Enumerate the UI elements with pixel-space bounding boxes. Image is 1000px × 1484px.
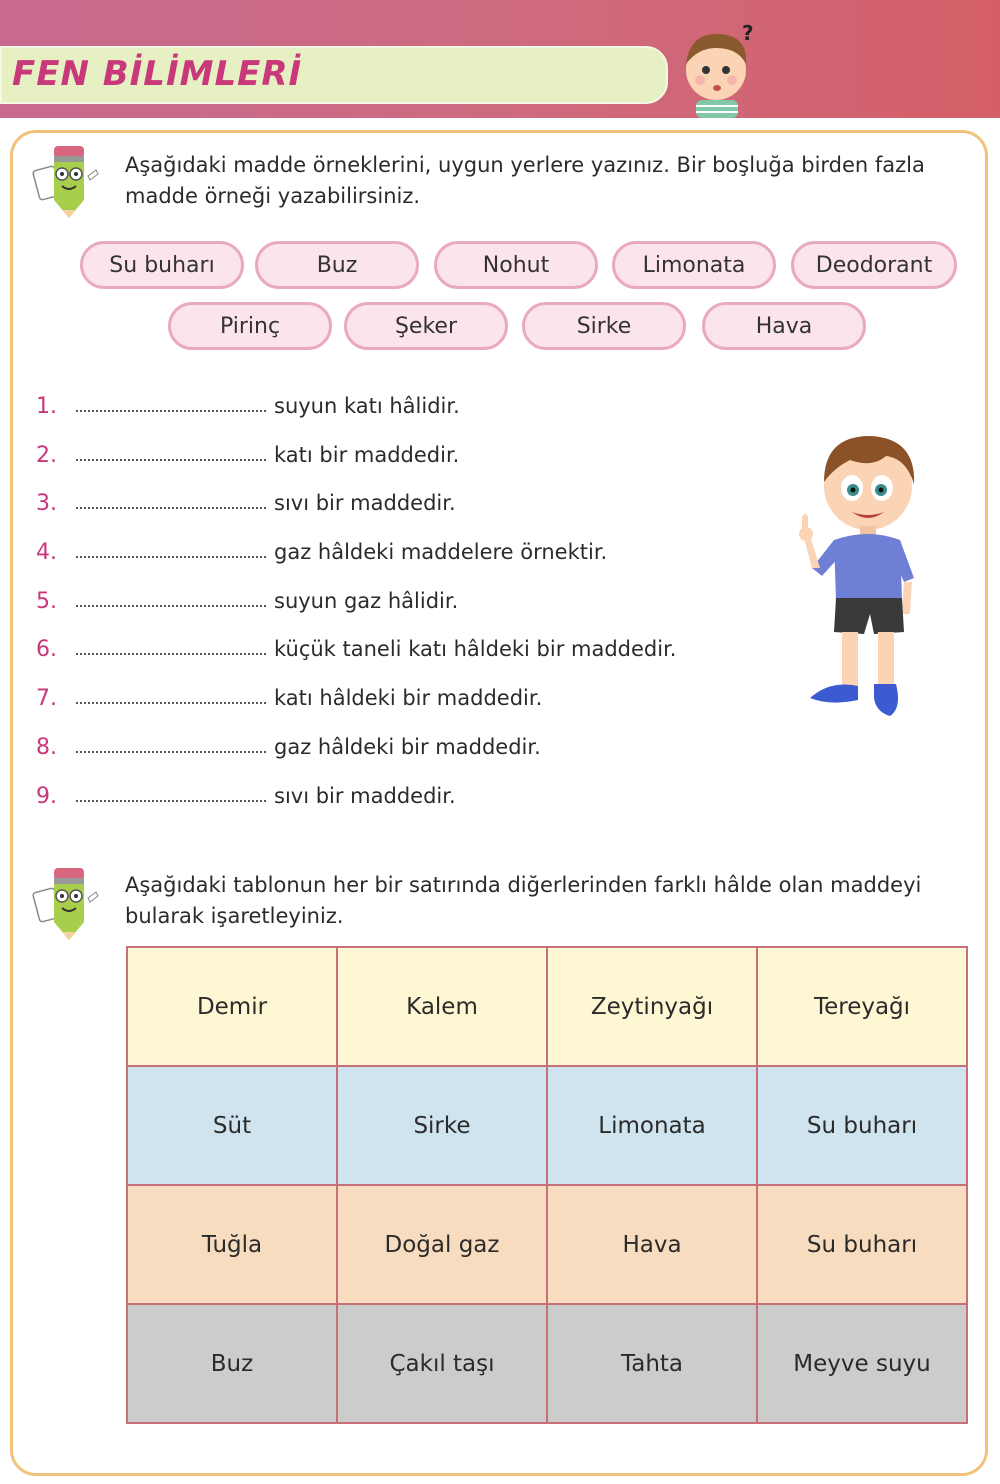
- item-number: 9.: [36, 783, 57, 809]
- item-number: 5.: [36, 588, 57, 614]
- table-row: [127, 1185, 967, 1304]
- answer-blank[interactable]: [76, 493, 266, 509]
- word-chip: Buz: [255, 241, 419, 289]
- table-cell[interactable]: Kalem: [337, 947, 547, 1066]
- list-item: [36, 536, 607, 568]
- table-cell[interactable]: Buz: [127, 1304, 337, 1423]
- states-table: [126, 946, 968, 1424]
- item-number: 8.: [36, 734, 57, 760]
- table-cell[interactable]: Tuğla: [127, 1185, 337, 1304]
- item-number: 3.: [36, 490, 57, 516]
- table-cell[interactable]: Limonata: [547, 1066, 757, 1185]
- list-item: [36, 731, 541, 763]
- list-item: [36, 487, 456, 519]
- list-item: [36, 682, 542, 714]
- item-text: suyun katı hâlidir.: [274, 394, 460, 418]
- list-item: [36, 439, 459, 471]
- item-text: katı bir maddedir.: [274, 443, 460, 467]
- item-text: sıvı bir maddedir.: [274, 491, 456, 515]
- list-item: [36, 633, 676, 665]
- table-cell[interactable]: Çakıl taşı: [337, 1304, 547, 1423]
- item-text: gaz hâldeki bir maddedir.: [274, 735, 541, 759]
- instruction-2: Aşağıdaki tablonun her bir satırında diğerlerinden farklı hâlde olan maddeyi bularak işaretleyiniz.: [125, 873, 922, 928]
- word-chip: Limonata: [612, 241, 776, 289]
- answer-blank[interactable]: [76, 396, 266, 412]
- list-item: [36, 390, 460, 422]
- answer-blank[interactable]: [76, 786, 266, 802]
- word-chip: Su buharı: [80, 241, 244, 289]
- instruction-1: Aşağıdaki madde örneklerini, uygun yerlere yazınız. Bir boşluğa birden fazla madde örneği yazabilirsiniz.: [125, 153, 925, 208]
- item-number: 1.: [36, 393, 57, 419]
- answer-blank[interactable]: [76, 688, 266, 704]
- table-cell[interactable]: Sirke: [337, 1066, 547, 1185]
- item-number: 2.: [36, 442, 57, 468]
- item-text: suyun gaz hâlidir.: [274, 589, 459, 613]
- word-chip: Pirinç: [168, 302, 332, 350]
- item-number: 7.: [36, 685, 57, 711]
- table-cell[interactable]: Su buharı: [757, 1185, 967, 1304]
- pencil-mascot-icon: [30, 140, 108, 220]
- table-cell[interactable]: Süt: [127, 1066, 337, 1185]
- svg-text:?: ?: [742, 21, 754, 45]
- table-row: [127, 1066, 967, 1185]
- table-cell[interactable]: Tahta: [547, 1304, 757, 1423]
- item-text: katı hâldeki bir maddedir.: [274, 686, 543, 710]
- page-title: FEN BİLİMLERİ: [12, 54, 303, 94]
- word-chip: Hava: [702, 302, 866, 350]
- table-cell[interactable]: Zeytinyağı: [547, 947, 757, 1066]
- table-cell[interactable]: Hava: [547, 1185, 757, 1304]
- item-text: gaz hâldeki maddelere örnektir.: [274, 540, 608, 564]
- boy-illustration-icon: [790, 428, 930, 720]
- item-text: sıvı bir maddedir.: [274, 784, 456, 808]
- thinking-kid-icon: [672, 18, 762, 118]
- list-item: [36, 780, 456, 812]
- word-chip: Sirke: [522, 302, 686, 350]
- table-cell[interactable]: Tereyağı: [757, 947, 967, 1066]
- item-number: 6.: [36, 636, 57, 662]
- page-header: [0, 0, 1000, 118]
- table-cell[interactable]: Su buharı: [757, 1066, 967, 1185]
- table-row: [127, 947, 967, 1066]
- table-cell[interactable]: Meyve suyu: [757, 1304, 967, 1423]
- table-row: [127, 1304, 967, 1423]
- answer-blank[interactable]: [76, 737, 266, 753]
- table-cell[interactable]: Doğal gaz: [337, 1185, 547, 1304]
- answer-blank[interactable]: [76, 639, 266, 655]
- pencil-mascot-icon: [30, 862, 108, 942]
- word-chip: Şeker: [344, 302, 508, 350]
- list-item: [36, 585, 458, 617]
- item-number: 4.: [36, 539, 57, 565]
- answer-blank[interactable]: [76, 591, 266, 607]
- word-chip: Deodorant: [791, 241, 957, 289]
- table-cell[interactable]: Demir: [127, 947, 337, 1066]
- title-bar: [0, 46, 668, 104]
- item-text: küçük taneli katı hâldeki bir maddedir.: [274, 637, 677, 661]
- answer-blank[interactable]: [76, 445, 266, 461]
- answer-blank[interactable]: [76, 542, 266, 558]
- word-chip: Nohut: [434, 241, 598, 289]
